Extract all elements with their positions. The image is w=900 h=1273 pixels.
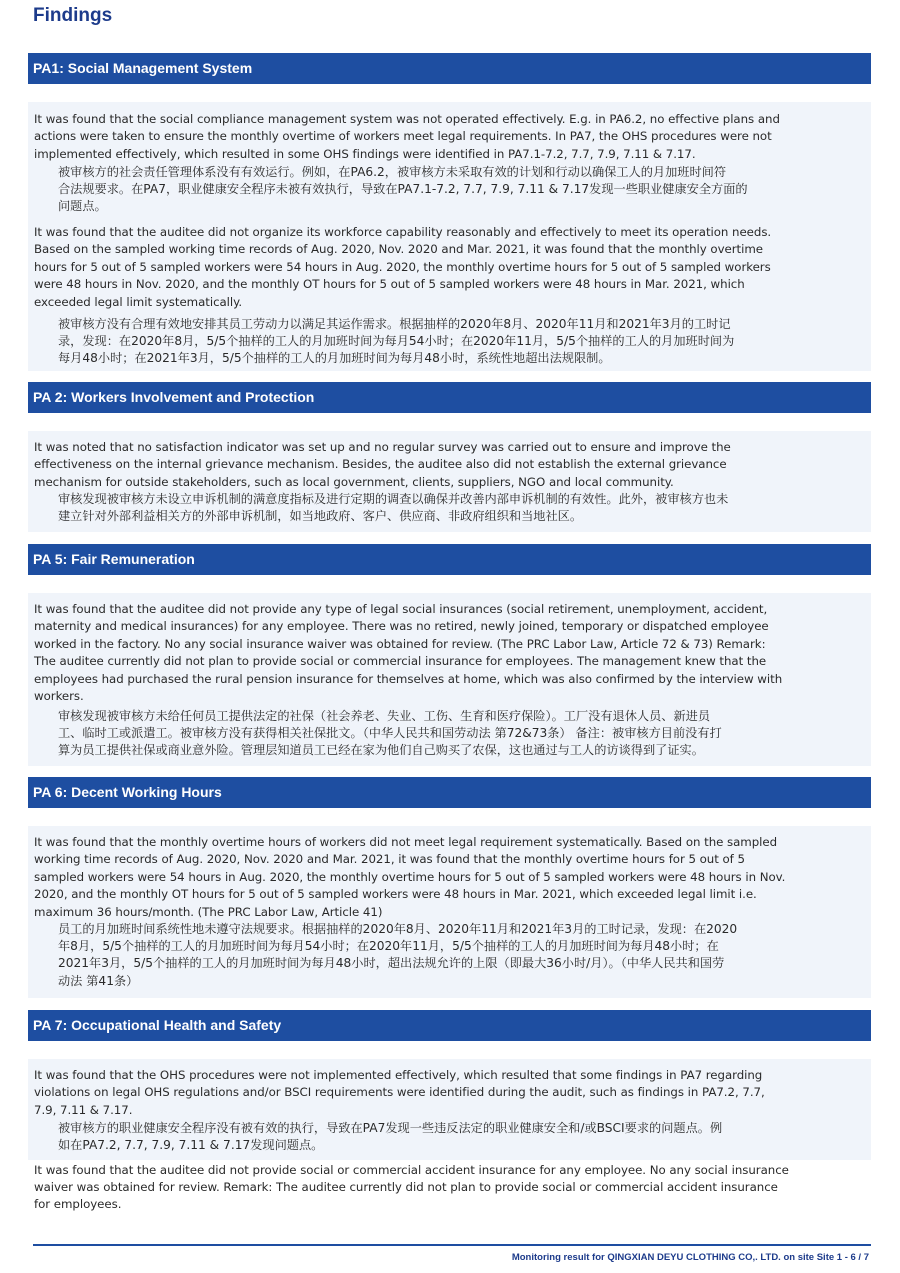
pa5-finding-1-en: It was found that the auditee did not provide any type of legal social insurances (social retirement, unemployment, accident, maternity and medical insurances) for any employee. There was no retired, newly joined, temporary or dispatched employee worked in the factory. No any social insurance waiver was obtained for review. (The PRC Labor Law, Article 72 & 73) Remark: The auditee currently did not plan to provide social or commercial insurance for employees. The management knew that the employees had purchased the rural pension insurance for themselves at home, which was also confirmed by the interview with workers. [34, 602, 783, 704]
pa2-finding-1-en: It was noted that no satisfaction indicator was set up and no regular survey was carried out to ensure and improve the effectiveness on the internal grievance mechanism. Besides, the auditee also did not establish the external grievance mechanism for outside stakeholders, such as local government, clients, suppliers, NGO and local community. [34, 440, 731, 489]
pa1-finding-1-en: It was found that the social compliance management system was not operated effectively. E.g. in PA6.2, no effective plans and actions were taken to ensure the monthly overtime of workers meet legal requirements. In PA7, the OHS procedures were not implemented effectively, which resulted in some OHS findings were identified in PA7.1-7.2, 7.7, 7.9, 7.11 & 7.17. [34, 112, 780, 161]
footer-text: Monitoring result for QINGXIAN DEYU CLOTHING CO,. LTD. on site Site 1 - 6 / 7 [511, 1252, 869, 1263]
pa6-finding-1-zh: 员工的月加班时间系统性地未遵守法规要求。根据抽样的2020年8月、2020年11月和2021年3月的工时记录，发现：在2020 年8月，5/5个抽样的工人的月加班时间为每月54小时；在2020年11月，5/5个抽样的工人的月加班时间为每月48小时；在 2021年3月，5/5个抽样的工人的月加班时间为每月48小时，超出法规允许的上限（即最大36小时/月）。（中华人民共和国劳 动法 第41条） [58, 922, 738, 988]
section-heading-pa2: PA 2: Workers Involvement and Protection [28, 382, 871, 413]
pa1-finding-2-en: It was found that the auditee did not organize its workforce capability reasonably and effectively to meet its operation needs. Based on the sampled working time records of Aug. 2020, Nov. 2020 and Mar. 2021, it was found that the monthly overtime hours for 5 out of 5 sampled workers were 54 hours in Aug. 2020, the monthly overtime hours for 5 out of 5 sampled workers were 48 hours in Nov. 2020, and the monthly OT hours for 5 out of 5 sampled workers were 48 hours in Mar. 2021, which exceeded legal limit systematically. [34, 225, 772, 309]
section-heading-pa1: PA1: Social Management System [28, 53, 871, 84]
pa1-finding-1-zh: 被审核方的社会责任管理体系没有有效运行。例如，在PA6.2，被审核方未采取有效的计划和行动以确保工人的月加班时间符 合法规要求。在PA7，职业健康安全程序未被有效执行，导致在PA7.1-7.2, 7.7, 7.9, 7.11 & 7.17发现一些职业健康安全方面的 问题点。 [58, 165, 748, 214]
section-heading-pa6: PA 6: Decent Working Hours [28, 777, 871, 808]
section-heading-pa5: PA 5: Fair Remuneration [28, 544, 871, 575]
pa5-finding-1-zh: 审核发现被审核方未给任何员工提供法定的社保（社会养老、失业、工伤、生育和医疗保险）。工厂没有退休人员、新进员 工、临时工或派遣工。被审核方没有获得相关社保批文。（中华人民共和国劳动法 第72&73条） 备注：被审核方目前没有打 算为员工提供社保或商业意外险。管理层知道员工已经在家为他们自己购买了农保，这也通过与工人的访谈得到了证实。 [58, 709, 722, 758]
pa2-finding-1-zh: 审核发现被审核方未设立申诉机制的满意度指标及进行定期的调查以确保并改善内部申诉机制的有效性。此外，被审核方也未 建立针对外部利益相关方的外部申诉机制，如当地政府、客户、供应商、非政府组织和当地社区。 [58, 492, 729, 524]
pa7-finding-1-zh: 被审核方的职业健康安全程序没有被有效的执行，导致在PA7发现一些违反法定的职业健康安全和/或BSCI要求的问题点。例 如在PA7.2, 7.7, 7.9, 7.11 & 7.17发现问题点。 [58, 1121, 723, 1153]
pa7-finding-1-en: It was found that the OHS procedures were not implemented effectively, which resulted that some findings in PA7 regarding violations on legal OHS regulations and/or BSCI requirements were identified during the audit, such as findings in PA7.2, 7.7, 7.9, 7.11 & 7.17. [34, 1068, 765, 1117]
pa6-finding-1-en: It was found that the monthly overtime hours of workers did not meet legal requirement systematically. Based on the sampled working time records of Aug. 2020, Nov. 2020 and Mar. 2021, it was found that the monthly overtime hours for 5 out of 5 sampled workers were 54 hours in Aug. 2020, the monthly overtime hours for 5 out of 5 sampled workers were 48 hours in Nov. 2020, and the monthly OT hours for 5 out of 5 sampled workers were 48 hours in Mar. 2021, which exceeded legal limit i.e. maximum 36 hours/month. (The PRC Labor Law, Article 41) [34, 835, 786, 919]
page-title: Findings [33, 5, 113, 26]
footer-divider [33, 1244, 871, 1246]
pa7-finding-2-en: It was found that the auditee did not provide social or commercial accident insurance for any employee. No any social insurance waiver was obtained for review. Remark: The auditee currently did not plan to provide social or commercial accident insurance for employees. [34, 1163, 789, 1212]
section-heading-pa7: PA 7: Occupational Health and Safety [28, 1010, 871, 1041]
pa1-finding-2-zh: 被审核方没有合理有效地安排其员工劳动力以满足其运作需求。根据抽样的2020年8月、2020年11月和2021年3月的工时记 录，发现：在2020年8月，5/5个抽样的工人的月加班时间为每月54小时；在2020年11月，5/5个抽样的工人的月加班时间为 每月48小时；在2021年3月，5/5个抽样的工人的月加班时间为每月48小时，系统性地超出法规限制。 [58, 317, 735, 366]
